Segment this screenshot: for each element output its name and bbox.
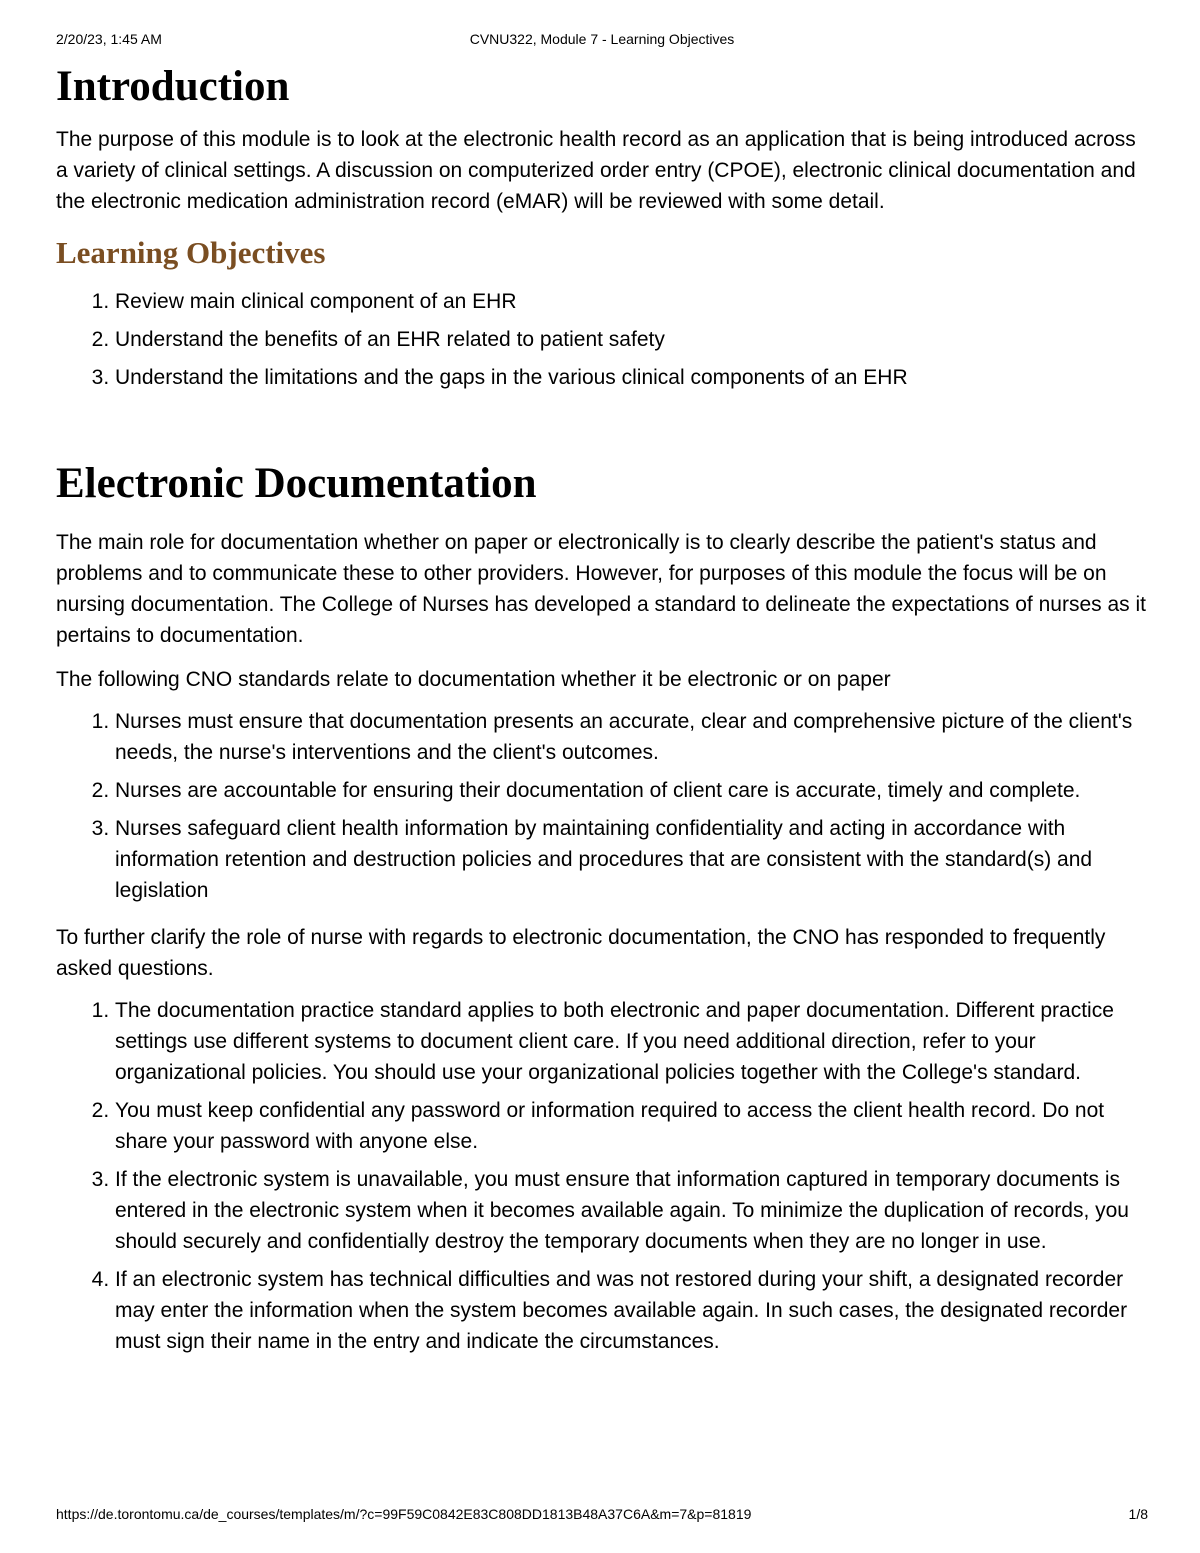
- list-item: 3. If the electronic system is unavailable, you must ensure that information captured in temporary documents is entered in the electronic system when it becomes available again. To minimize the duplication of records, you should securely and confidentially destroy the temporary documents when they are no longer in use.: [115, 1164, 1148, 1257]
- documentation-paragraph: The main role for documentation whether on paper or electronically is to clearly describe the patient's status and problems and to communicate these to other providers. However, for purposes of this module the focus will be on nursing documentation. The College of Nurses has developed a standard to delineate the expectations of nurses as it pertains to documentation.: [56, 531, 1146, 647]
- list-item: 2. Understand the benefits of an EHR related to patient safety: [115, 324, 1148, 355]
- print-datetime: 2/20/23, 1:45 AM: [56, 31, 162, 47]
- print-page-number: 1/8: [1128, 1506, 1148, 1522]
- list-item: 4. If an electronic system has technical difficulties and was not restored during your shift, a designated recorder may enter the information when the system becomes available again. In such cases, the designated recorder must sign their name in the entry and indicate the circumstances.: [115, 1264, 1148, 1357]
- list-item: 3. Understand the limitations and the gaps in the various clinical components of an EHR: [115, 362, 1148, 393]
- faq-intro-paragraph: To further clarify the role of nurse with regards to electronic documentation, the CNO has responded to frequently asked questions.: [56, 926, 1106, 980]
- list-item: 1. The documentation practice standard applies to both electronic and paper documentation. Different practice settings use different systems to document client care. If you need additional direction, refer to your organizational policies. You should use your organizational policies together with the College's standard.: [115, 995, 1148, 1088]
- introduction-heading: Introduction: [56, 63, 290, 110]
- cno-standards-intro: The following CNO standards relate to documentation whether it be electronic or on paper: [56, 668, 891, 691]
- faq-list: [56, 995, 1148, 1357]
- learning-objectives-list: [56, 286, 1148, 393]
- list-item: 3. Nurses safeguard client health information by maintaining confidentiality and acting in accordance with information retention and destruction policies and procedures that are consistent with the standard(s) and legislation: [115, 813, 1148, 906]
- print-header: [56, 31, 1148, 47]
- introduction-paragraph: The purpose of this module is to look at the electronic health record as an application that is being introduced across a variety of clinical settings. A discussion on computerized order entry (CPOE), electronic clinical documentation and the electronic medication administration record (eMAR) will be reviewed with some detail.: [56, 128, 1136, 213]
- list-item: 1. Nurses must ensure that documentation presents an accurate, clear and comprehensive picture of the client's needs, the nurse's interventions and the client's outcomes.: [115, 706, 1148, 768]
- list-item: 2. Nurses are accountable for ensuring their documentation of client care is accurate, timely and complete.: [115, 775, 1148, 806]
- print-url: https://de.torontomu.ca/de_courses/templates/m/?c=99F59C0842E83C808DD1813B48A37C6A&m=7&p=81819: [56, 1506, 752, 1522]
- electronic-documentation-heading: Electronic Documentation: [56, 460, 537, 507]
- print-footer: [56, 1506, 1148, 1522]
- cno-standards-list: [56, 706, 1148, 906]
- document-content: [56, 58, 1148, 1364]
- list-item: 1. Review main clinical component of an EHR: [115, 286, 1148, 317]
- print-page-title: CVNU322, Module 7 - Learning Objectives: [469, 31, 735, 47]
- learning-objectives-heading: Learning Objectives: [56, 235, 326, 270]
- list-item: 2. You must keep confidential any password or information required to access the client health record. Do not share your password with anyone else.: [115, 1095, 1148, 1157]
